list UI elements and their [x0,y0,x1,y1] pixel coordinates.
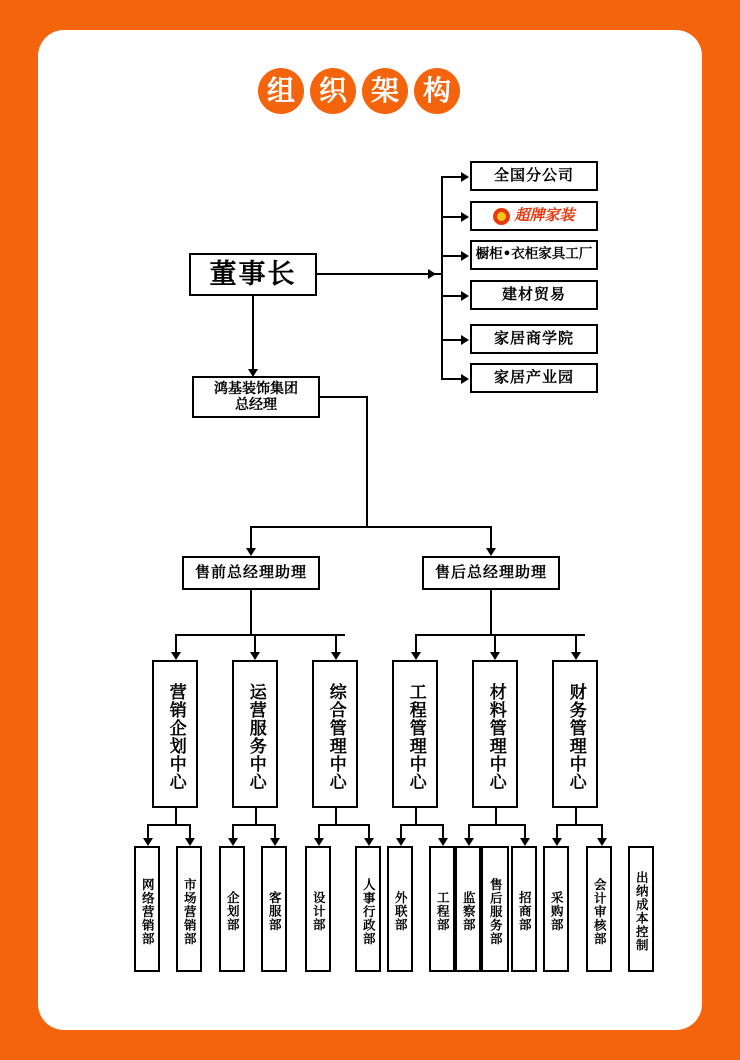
branch-connector [441,339,463,341]
arrow-down-icon [250,652,260,660]
branch-box-5: 家居产业园 [470,363,598,393]
chairman-to-trunk-line [317,273,442,275]
dept-box-2: 企划部 [219,846,245,972]
gm-line-2: 总经理 [235,397,277,413]
arrow-right-icon [428,269,436,279]
chairman-box: 董事长 [189,253,317,296]
dept-box-3: 客服部 [261,846,287,972]
dept-box-9: 售后服务部 [481,846,509,972]
arrow-down-icon [270,838,280,846]
assistant-box-1: 售后总经理助理 [422,556,560,590]
center-box-3: 工程管理中心 [392,660,438,808]
arrow-down-icon [597,838,607,846]
arrow-down-icon [571,652,581,660]
branch-box-4: 家居商学院 [470,324,598,354]
dept-box-12: 会计审核部 [586,846,612,972]
dept-box-1: 市场营销部 [176,846,202,972]
dept-box-11: 采购部 [543,846,569,972]
branch-box-1 [470,201,598,231]
arrow-down-icon [552,838,562,846]
center-bar-left [175,634,345,636]
assistant-left-down [250,590,252,636]
arrow-down-icon [438,838,448,846]
arrow-down-icon [486,548,496,556]
chairman-to-gm-line [252,296,254,374]
branch-connector [441,216,463,218]
center-box-1: 运营服务中心 [232,660,278,808]
arrow-down-icon [396,838,406,846]
branch-box-3: 建材贸易 [470,280,598,310]
title-char: 架 [362,68,408,114]
branch-box-2: 橱柜•衣柜家具工厂 [470,240,598,270]
brand-logo-text: 超牌家装 [514,206,575,225]
assistant-right-down [490,590,492,636]
arrow-right-icon [461,374,469,384]
arrow-down-icon [185,838,195,846]
dept-box-13: 出纳成本控制 [628,846,654,972]
arrow-down-icon [364,838,374,846]
branch-connector [441,176,463,178]
arrow-down-icon [171,652,181,660]
gm-to-bus-line [320,396,368,398]
dept-bar [468,824,526,826]
title-char: 构 [414,68,460,114]
center-box-4: 材料管理中心 [472,660,518,808]
arrow-down-icon [520,838,530,846]
dept-bar [400,824,444,826]
arrow-right-icon [461,212,469,222]
arrow-down-icon [490,652,500,660]
branch-connector [441,295,463,297]
assistant-distribution-bar [250,526,492,528]
arrow-right-icon [461,172,469,182]
arrow-right-icon [461,251,469,261]
arrow-down-icon [464,838,474,846]
branch-trunk-line [441,176,443,378]
arrow-down-icon [331,652,341,660]
dept-box-10: 招商部 [511,846,537,972]
center-bar-right [415,634,585,636]
dept-box-7: 工程部 [429,846,455,972]
title-char: 织 [310,68,356,114]
brand-logo [493,207,574,224]
dept-bar [556,824,602,826]
arrow-right-icon [461,335,469,345]
arrow-down-icon [143,838,153,846]
arrow-down-icon [314,838,324,846]
gm-vertical-line [366,396,368,528]
arrow-right-icon [461,291,469,301]
branch-connector [441,255,463,257]
arrow-down-icon [246,548,256,556]
arrow-down-icon [228,838,238,846]
title-char: 组 [258,68,304,114]
dept-bar [318,824,370,826]
center-box-0: 营销企划中心 [152,660,198,808]
dept-box-8: 监察部 [455,846,481,972]
center-box-5: 财务管理中心 [552,660,598,808]
dept-box-4: 设计部 [305,846,331,972]
dept-box-6: 外联部 [387,846,413,972]
flower-logo-icon [493,208,510,225]
center-box-2: 综合管理中心 [312,660,358,808]
branch-connector [441,378,463,380]
dept-box-5: 人事行政部 [355,846,381,972]
dept-box-0: 网络营销部 [134,846,160,972]
page-title [258,68,460,114]
assistant-box-0: 售前总经理助理 [182,556,320,590]
branch-box-0: 全国分公司 [470,161,598,191]
dept-bar [232,824,276,826]
arrow-down-icon [411,652,421,660]
general-manager-box [192,376,320,418]
dept-bar [147,824,191,826]
gm-line-1: 鸿基装饰集团 [214,380,298,397]
